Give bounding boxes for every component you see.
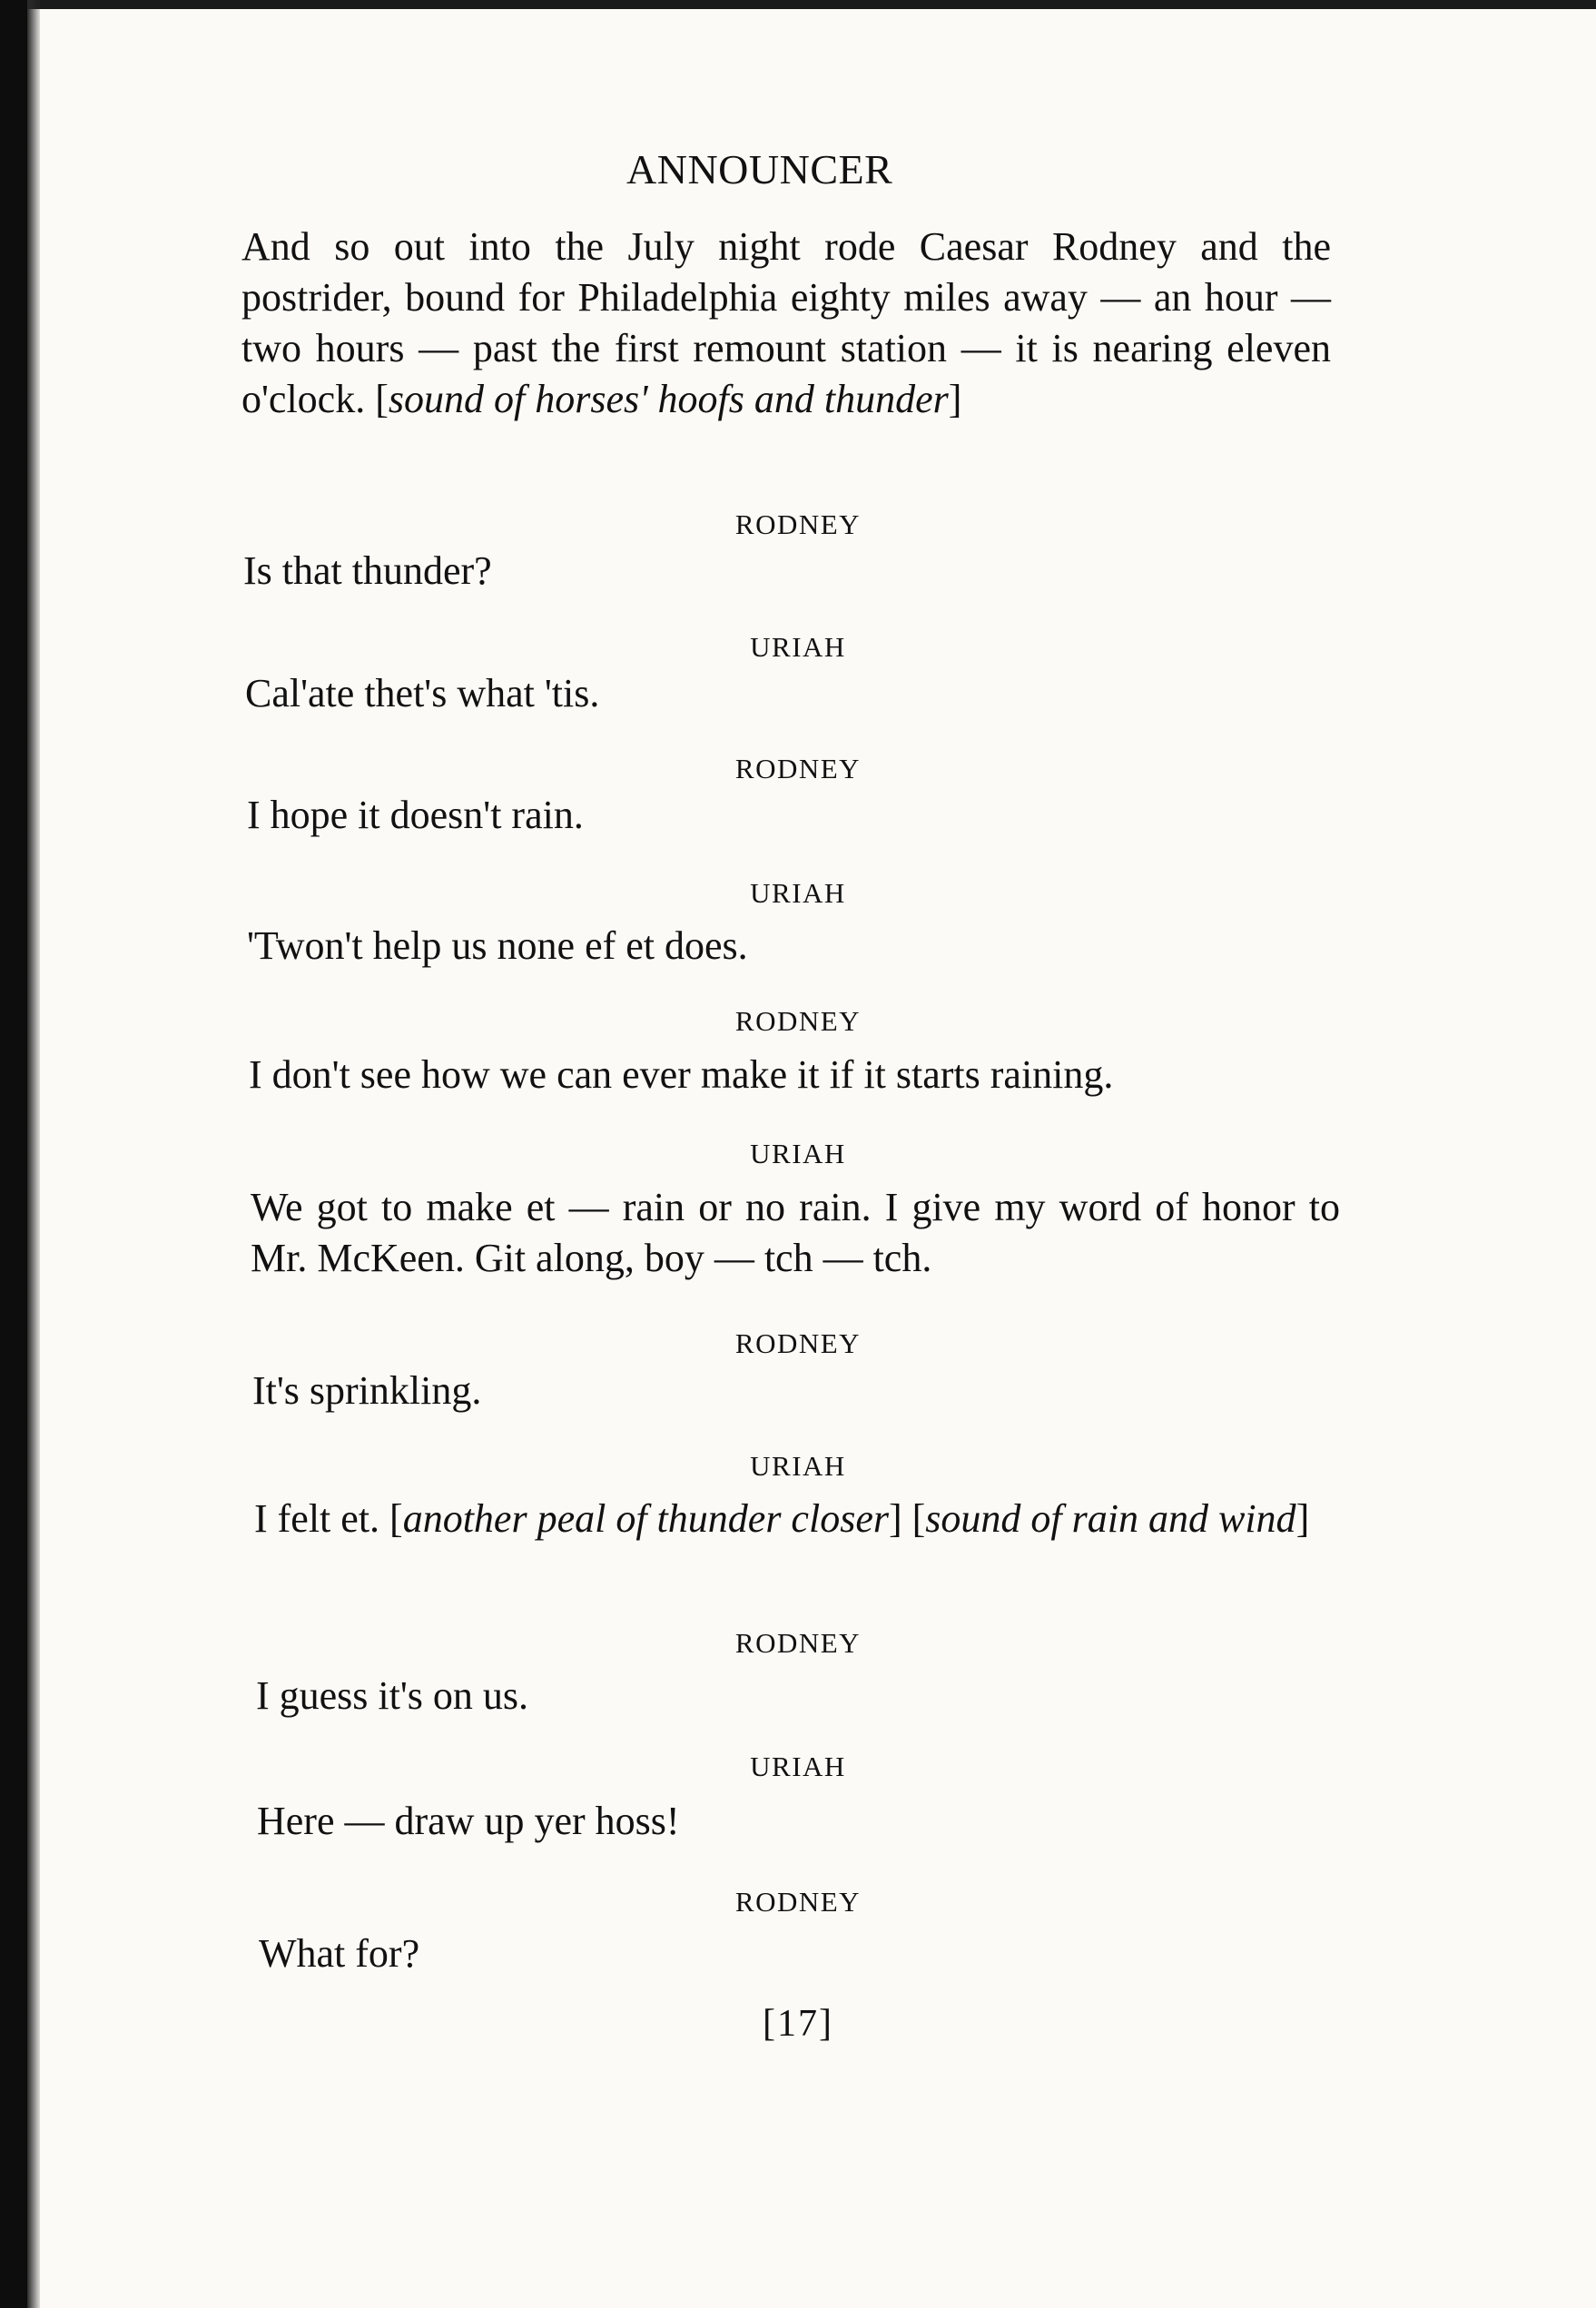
- stage-direction: sound of rain and wind: [925, 1496, 1296, 1541]
- dialogue-line: Is that thunder?: [243, 548, 492, 593]
- dialogue-line: Cal'ate thet's what 'tis.: [245, 671, 600, 715]
- speaker-label: URIAH: [750, 1751, 846, 1782]
- speaker-label: URIAH: [750, 877, 846, 909]
- stage-direction: another peal of thunder closer: [402, 1496, 889, 1541]
- speaker-label: URIAH: [750, 1138, 846, 1169]
- dialogue-line: I don't see how we can ever make it if it starts raining.: [249, 1052, 1114, 1097]
- dialogue-text: I felt et. [: [254, 1496, 403, 1541]
- announcer-stage-direction: sound of horses' hoofs and thunder: [388, 377, 949, 421]
- page-number: [17]: [763, 2003, 833, 2045]
- speaker-label: RODNEY: [734, 1327, 862, 1359]
- announcer-text: And so out into the July night rode Caesar Rodney and the postrider, bound for Philadelphia eighty miles away — an hour — two hours — past the first remount station — it is nearing eleven o'clock. [: [241, 224, 1331, 421]
- dialogue-line: It's sprinkling.: [252, 1368, 482, 1413]
- speaker-label: URIAH: [750, 1450, 846, 1482]
- announcer-speech: [241, 222, 1331, 425]
- speaker-label: URIAH: [750, 631, 846, 663]
- announcer-bracket: ]: [948, 377, 962, 421]
- speaker-label: RODNEY: [734, 753, 862, 784]
- dialogue-line: I hope it doesn't rain.: [247, 793, 584, 837]
- page-top-edge: [0, 0, 1596, 9]
- dialogue-line: 'Twon't help us none ef et does.: [247, 923, 748, 968]
- dialogue-line: [254, 1494, 1353, 1544]
- dialogue-line: I guess it's on us.: [256, 1673, 529, 1718]
- speaker-label: RODNEY: [734, 1886, 862, 1918]
- dialogue-text: ] [: [888, 1496, 926, 1541]
- speaker-announcer: ANNOUNCER: [626, 146, 893, 192]
- dialogue-line: Here — draw up yer hoss!: [257, 1799, 680, 1843]
- speaker-label: RODNEY: [734, 1627, 862, 1659]
- dialogue-line: We got to make et — rain or no rain. I give my word of honor to Mr. McKeen. Git along, boy — tch — tch.: [251, 1185, 1340, 1280]
- speaker-label: RODNEY: [734, 508, 862, 540]
- dialogue-line: What for?: [259, 1931, 420, 1976]
- speaker-label: RODNEY: [734, 1005, 862, 1037]
- dialogue-text: ]: [1296, 1496, 1310, 1541]
